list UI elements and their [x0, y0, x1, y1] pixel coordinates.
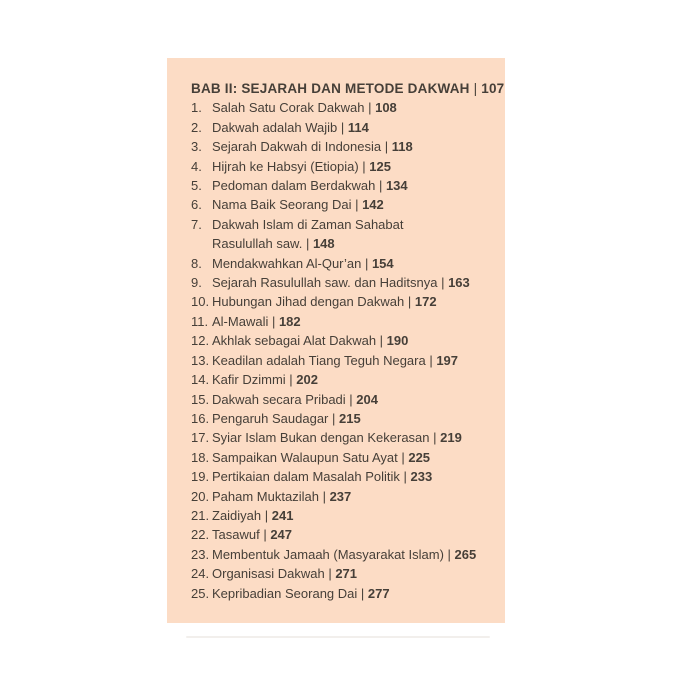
item-separator: | [425, 352, 437, 368]
toc-item-title: Membentuk Jamaah (Masyarakat Islam) | 265 [212, 546, 477, 562]
toc-item [191, 448, 485, 467]
toc-item-title: Sejarah Dakwah di Indonesia | 118 [212, 139, 413, 155]
toc-item-title: Hijrah ke Habsyi (Etiopia) | 125 [212, 158, 391, 174]
item-separator: | [259, 527, 271, 543]
toc-item [191, 467, 485, 486]
item-separator: | [268, 313, 279, 329]
toc-item [191, 351, 485, 370]
toc-item-number: 5. [191, 178, 202, 194]
toc-item-title: Keadilan adalah Tiang Teguh Negara | 197 [212, 352, 459, 368]
toc-item-title: Pedoman dalam Berdakwah | 134 [212, 178, 408, 194]
toc-item-title: Organisasi Dakwah | 271 [212, 566, 358, 582]
item-separator: | [285, 372, 297, 388]
toc-item-title: Salah Satu Corak Dakwah | 108 [212, 100, 397, 116]
item-separator: | [351, 197, 363, 213]
toc-item-title: Hubungan Jihad dengan Dakwah | 172 [212, 294, 437, 310]
toc-item-page: 190 [386, 333, 409, 349]
toc-item [191, 584, 485, 603]
toc-item [191, 215, 485, 254]
toc-item-page: 202 [296, 372, 318, 388]
toc-item-number: 13. [191, 352, 210, 368]
toc-item-title: Kafir Dzimmi | 202 [212, 372, 318, 388]
book-page [167, 58, 505, 623]
toc-item-title: Tasawuf | 247 [212, 527, 293, 543]
toc-item-number: 15. [191, 391, 210, 407]
toc-item-title: Dakwah secara Pribadi | 204 [212, 391, 378, 407]
item-separator: | [364, 100, 376, 116]
toc-item-page: 277 [367, 585, 390, 601]
toc-item [191, 564, 485, 583]
toc-item-page: 265 [454, 546, 477, 562]
toc-item-page: 233 [410, 469, 433, 485]
toc-item-number: 14. [191, 372, 210, 388]
toc-item-number: 2. [191, 119, 202, 135]
toc-item-title: Akhlak sebagai Alat Dakwah | 190 [212, 333, 409, 349]
toc-item-number: 20. [191, 488, 210, 504]
toc-item [191, 98, 485, 117]
toc-item-number: 10. [191, 294, 210, 310]
toc-item-page: 142 [362, 197, 384, 213]
item-separator: | [318, 488, 330, 504]
item-separator: | [261, 507, 272, 523]
toc-item-page: 225 [408, 449, 431, 465]
toc-item-title: Dakwah adalah Wajib | 114 [212, 119, 369, 135]
toc-item-page: 241 [271, 507, 294, 523]
toc-item [191, 409, 485, 428]
toc-item-number: 8. [191, 255, 202, 271]
toc-item-number: 21. [191, 507, 210, 523]
toc-item-title: Kepribadian Seorang Dai | 277 [212, 585, 390, 601]
toc-item-page: 247 [270, 527, 293, 543]
chapter-heading-page: 107 [481, 81, 505, 96]
toc-item-page: 219 [440, 430, 462, 446]
toc-item-number: 23. [191, 546, 210, 562]
item-separator: | [361, 255, 372, 271]
toc-item-page: 197 [436, 352, 459, 368]
toc-item-number: 11. [191, 313, 209, 329]
toc-item-title: Syiar Islam Bukan dengan Kekerasan | 219 [212, 430, 462, 446]
toc-item-page: 154 [371, 255, 394, 271]
toc-item-title: Pertikaian dalam Masalah Politik | 233 [212, 469, 433, 485]
toc-item-title: Sejarah Rasulullah saw. dan Haditsnya | 163 [212, 275, 470, 291]
toc-item-page: 148 [312, 236, 335, 252]
item-separator: | [376, 333, 387, 349]
toc-item-title: Mendakwahkan Al-Qur’an | 154 [212, 255, 394, 271]
item-separator: | [358, 158, 370, 174]
toc-item-title: Nama Baik Seorang Dai | 142 [212, 197, 384, 213]
toc-item-page: 172 [414, 294, 437, 310]
chapter-heading-label: BAB II: SEJARAH DAN METODE DAKWAH [191, 81, 470, 96]
toc-item [191, 137, 485, 156]
page-shadow [186, 636, 490, 638]
item-separator: | [381, 139, 392, 155]
toc-item-page: 237 [329, 488, 352, 504]
item-separator: | [302, 236, 313, 252]
toc-item-number: 22. [191, 527, 210, 543]
toc-item-number: 17. [191, 430, 210, 446]
toc-item [191, 525, 485, 544]
toc-item-number: 19. [191, 469, 210, 485]
item-separator: | [397, 449, 409, 465]
toc-item-page: 215 [338, 410, 361, 426]
toc-item-title: Pengaruh Saudagar | 215 [212, 410, 361, 426]
toc-item-title: Paham Muktazilah | 237 [212, 488, 352, 504]
item-separator: | [429, 430, 441, 446]
toc-item-number: 1. [191, 100, 202, 116]
toc-item [191, 428, 485, 447]
toc-item [191, 254, 485, 273]
item-separator: | [375, 178, 386, 194]
toc-item [191, 370, 485, 389]
toc-item-page: 114 [347, 119, 369, 135]
toc-item-page: 125 [369, 158, 391, 174]
item-separator: | [437, 275, 449, 291]
toc-item-number: 7. [191, 216, 202, 232]
toc-item [191, 118, 485, 137]
toc-item-page: 163 [448, 275, 470, 291]
toc-item [191, 157, 485, 176]
toc-item-number: 6. [191, 197, 202, 213]
toc-item [191, 487, 485, 506]
toc-item-title: Zaidiyah | 241 [212, 507, 294, 523]
toc-item [191, 292, 485, 311]
item-separator: | [345, 391, 357, 407]
item-separator: | [443, 546, 455, 562]
toc-item [191, 390, 485, 409]
toc-item-page: 108 [375, 100, 397, 116]
toc-item-number: 9. [191, 275, 202, 291]
toc-item [191, 331, 485, 350]
toc-item-title: Dakwah Islam di Zaman Sahabat Rasulullah saw. | 148 [212, 216, 404, 252]
toc-item-number: 16. [191, 410, 210, 426]
item-separator: | [324, 566, 336, 582]
toc-item-page: 271 [335, 566, 358, 582]
toc-item-number: 4. [191, 158, 202, 174]
toc-item [191, 312, 485, 331]
item-separator: | [404, 294, 415, 310]
toc-item-title: Sampaikan Walaupun Satu Ayat | 225 [212, 449, 431, 465]
toc-item-page: 182 [278, 313, 301, 329]
chapter-heading [191, 79, 505, 98]
toc-item-number: 3. [191, 139, 202, 155]
toc-item [191, 273, 485, 292]
toc-item [191, 176, 485, 195]
toc-item-number: 25. [191, 585, 210, 601]
toc-item-number: 24. [191, 566, 210, 582]
toc-item-title: Al-Mawali | 182 [212, 313, 301, 329]
toc-item-page: 204 [356, 391, 378, 407]
heading-separator: | [473, 81, 478, 96]
toc-item-number: 12. [191, 333, 210, 349]
toc-item [191, 506, 485, 525]
toc-item-page: 118 [391, 139, 413, 155]
toc-item [191, 545, 485, 564]
toc-item-page: 134 [385, 178, 408, 194]
toc-item-number: 18. [191, 449, 210, 465]
item-separator: | [328, 410, 339, 426]
toc-list [191, 98, 485, 603]
toc-item [191, 195, 485, 214]
item-separator: | [357, 585, 368, 601]
item-separator: | [337, 119, 348, 135]
item-separator: | [399, 469, 411, 485]
